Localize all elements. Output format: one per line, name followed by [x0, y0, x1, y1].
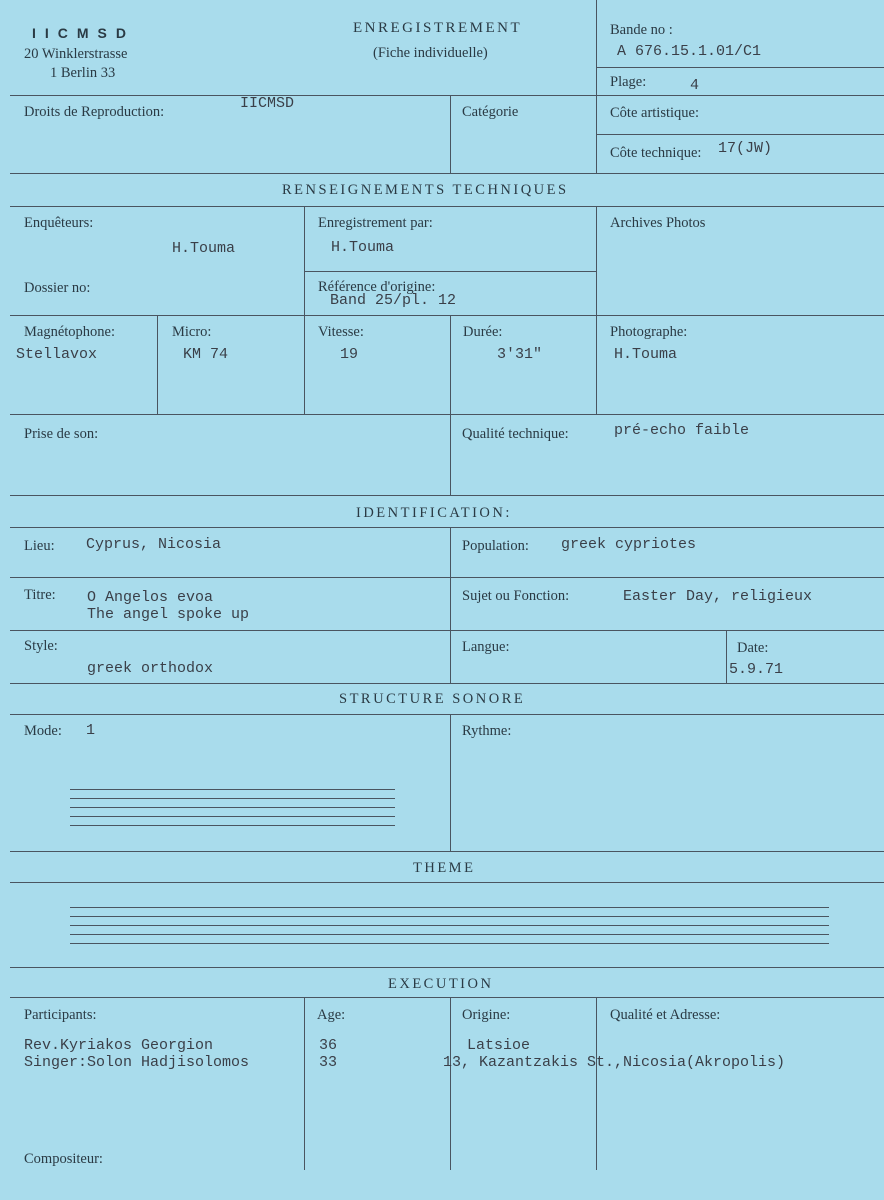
lieu-label: Lieu:	[24, 538, 55, 554]
bande-label: Bande no :	[610, 22, 673, 38]
vitesse-value: 19	[340, 346, 359, 363]
rule	[10, 967, 884, 968]
staff-line	[70, 807, 395, 808]
bande-value: A 676.15.1.01/C1	[617, 43, 762, 60]
rule	[597, 134, 884, 135]
plage-value: 4	[690, 77, 700, 94]
origine-1: Latsioe	[467, 1037, 531, 1054]
droits-label: Droits de Reproduction:	[24, 104, 165, 120]
sujet-value: Easter Day, religieux	[623, 588, 813, 605]
rule	[596, 997, 597, 1170]
cote-artistique-label: Côte artistique:	[610, 105, 699, 121]
participants-label: Participants:	[24, 1007, 97, 1023]
section-heading-technique: RENSEIGNEMENTS TECHNIQUES	[282, 182, 569, 198]
rule	[10, 173, 884, 174]
rule	[304, 997, 305, 1170]
langue-label: Langue:	[462, 639, 510, 655]
micro-label: Micro:	[172, 324, 212, 340]
rule	[304, 271, 597, 272]
age-1: 36	[319, 1037, 338, 1054]
mode-label: Mode:	[24, 723, 62, 739]
enregistrement-label: Enregistrement par:	[318, 215, 433, 231]
cote-technique-label: Côte technique:	[610, 145, 702, 161]
titre-label: Titre:	[24, 587, 56, 603]
enqueteurs-label: Enquêteurs:	[24, 215, 94, 231]
dossier-label: Dossier no:	[24, 280, 91, 296]
address-street: 20 Winklerstrasse	[24, 46, 128, 62]
cote-technique-value: 17(JW)	[718, 140, 773, 157]
reference-value: Band 25/pl. 12	[330, 292, 457, 309]
photographe-label: Photographe:	[610, 324, 688, 340]
section-heading-execution: EXECUTION	[388, 976, 494, 992]
vitesse-label: Vitesse:	[318, 324, 364, 340]
rule	[10, 851, 884, 852]
categorie-label: Catégorie	[462, 104, 519, 120]
form-subtitle: (Fiche individuelle)	[373, 45, 488, 61]
staff-line	[70, 816, 395, 817]
micro-value: KM 74	[183, 346, 229, 363]
rule	[10, 714, 884, 715]
participant-1: Rev.Kyriakos Georgion	[24, 1037, 214, 1054]
rule	[450, 997, 451, 1170]
prise-label: Prise de son:	[24, 426, 99, 442]
staff-line	[70, 916, 829, 917]
rule	[450, 527, 451, 683]
rule	[596, 0, 597, 173]
rule	[450, 714, 451, 851]
rule	[450, 414, 451, 495]
rule	[726, 630, 727, 683]
population-label: Population:	[462, 538, 529, 554]
rule	[10, 527, 884, 528]
rule	[10, 882, 884, 883]
date-label: Date:	[737, 640, 769, 656]
qualite-adresse-label: Qualité et Adresse:	[610, 1007, 721, 1023]
rule	[450, 95, 451, 173]
compositeur-label: Compositeur:	[24, 1151, 103, 1167]
staff-line	[70, 943, 829, 944]
titre-value-line2: The angel spoke up	[87, 606, 250, 623]
staff-line	[70, 798, 395, 799]
form-title: ENREGISTREMENT	[353, 20, 523, 36]
section-heading-identification: IDENTIFICATION:	[356, 505, 512, 521]
duree-value: 3'31"	[497, 346, 543, 363]
rule	[304, 206, 305, 414]
rule	[450, 315, 451, 414]
qualite-value: pré-echo faible	[614, 422, 750, 439]
staff-line	[70, 907, 829, 908]
rule	[157, 315, 158, 414]
origine-2: 13, Kazantzakis St.,Nicosia(Akropolis)	[443, 1054, 786, 1071]
age-label: Age:	[317, 1007, 346, 1023]
lieu-value: Cyprus, Nicosia	[86, 536, 222, 553]
mode-value: 1	[86, 722, 96, 739]
rule	[10, 630, 884, 631]
rythme-label: Rythme:	[462, 723, 512, 739]
enregistrement-value: H.Touma	[331, 239, 395, 256]
rule	[597, 67, 884, 68]
staff-line	[70, 789, 395, 790]
droits-value: IICMSD	[240, 95, 295, 112]
magnetophone-label: Magnétophone:	[24, 324, 116, 340]
population-value: greek cypriotes	[561, 536, 697, 553]
titre-value-line1: O Angelos evoa	[87, 589, 214, 606]
reference-label: Référence d'origine:	[318, 279, 436, 295]
address-city: 1 Berlin 33	[50, 65, 116, 81]
style-label: Style:	[24, 638, 58, 654]
origine-label: Origine:	[462, 1007, 511, 1023]
archives-label: Archives Photos	[610, 215, 706, 231]
rule	[596, 206, 597, 414]
participant-2: Singer:Solon Hadjisolomos	[24, 1054, 250, 1071]
rule	[10, 414, 884, 415]
magnetophone-value: Stellavox	[16, 346, 98, 363]
rule	[10, 577, 884, 578]
staff-line	[70, 825, 395, 826]
enqueteurs-value: H.Touma	[172, 240, 236, 257]
rule	[10, 495, 884, 496]
photographe-value: H.Touma	[614, 346, 678, 363]
age-2: 33	[319, 1054, 338, 1071]
section-heading-structure: STRUCTURE SONORE	[339, 691, 526, 707]
section-heading-theme: THEME	[413, 860, 476, 876]
rule	[10, 315, 884, 316]
rule	[10, 95, 884, 96]
rule	[10, 683, 884, 684]
sujet-label: Sujet ou Fonction:	[462, 588, 570, 604]
qualite-label: Qualité technique:	[462, 426, 569, 442]
plage-label: Plage:	[610, 74, 647, 90]
date-value: 5.9.71	[729, 661, 784, 678]
staff-line	[70, 925, 829, 926]
staff-line	[70, 934, 829, 935]
rule	[10, 206, 884, 207]
duree-label: Durée:	[463, 324, 503, 340]
style-value: greek orthodox	[87, 660, 214, 677]
rule	[10, 997, 884, 998]
institute-logo: IICMSD	[32, 25, 135, 41]
